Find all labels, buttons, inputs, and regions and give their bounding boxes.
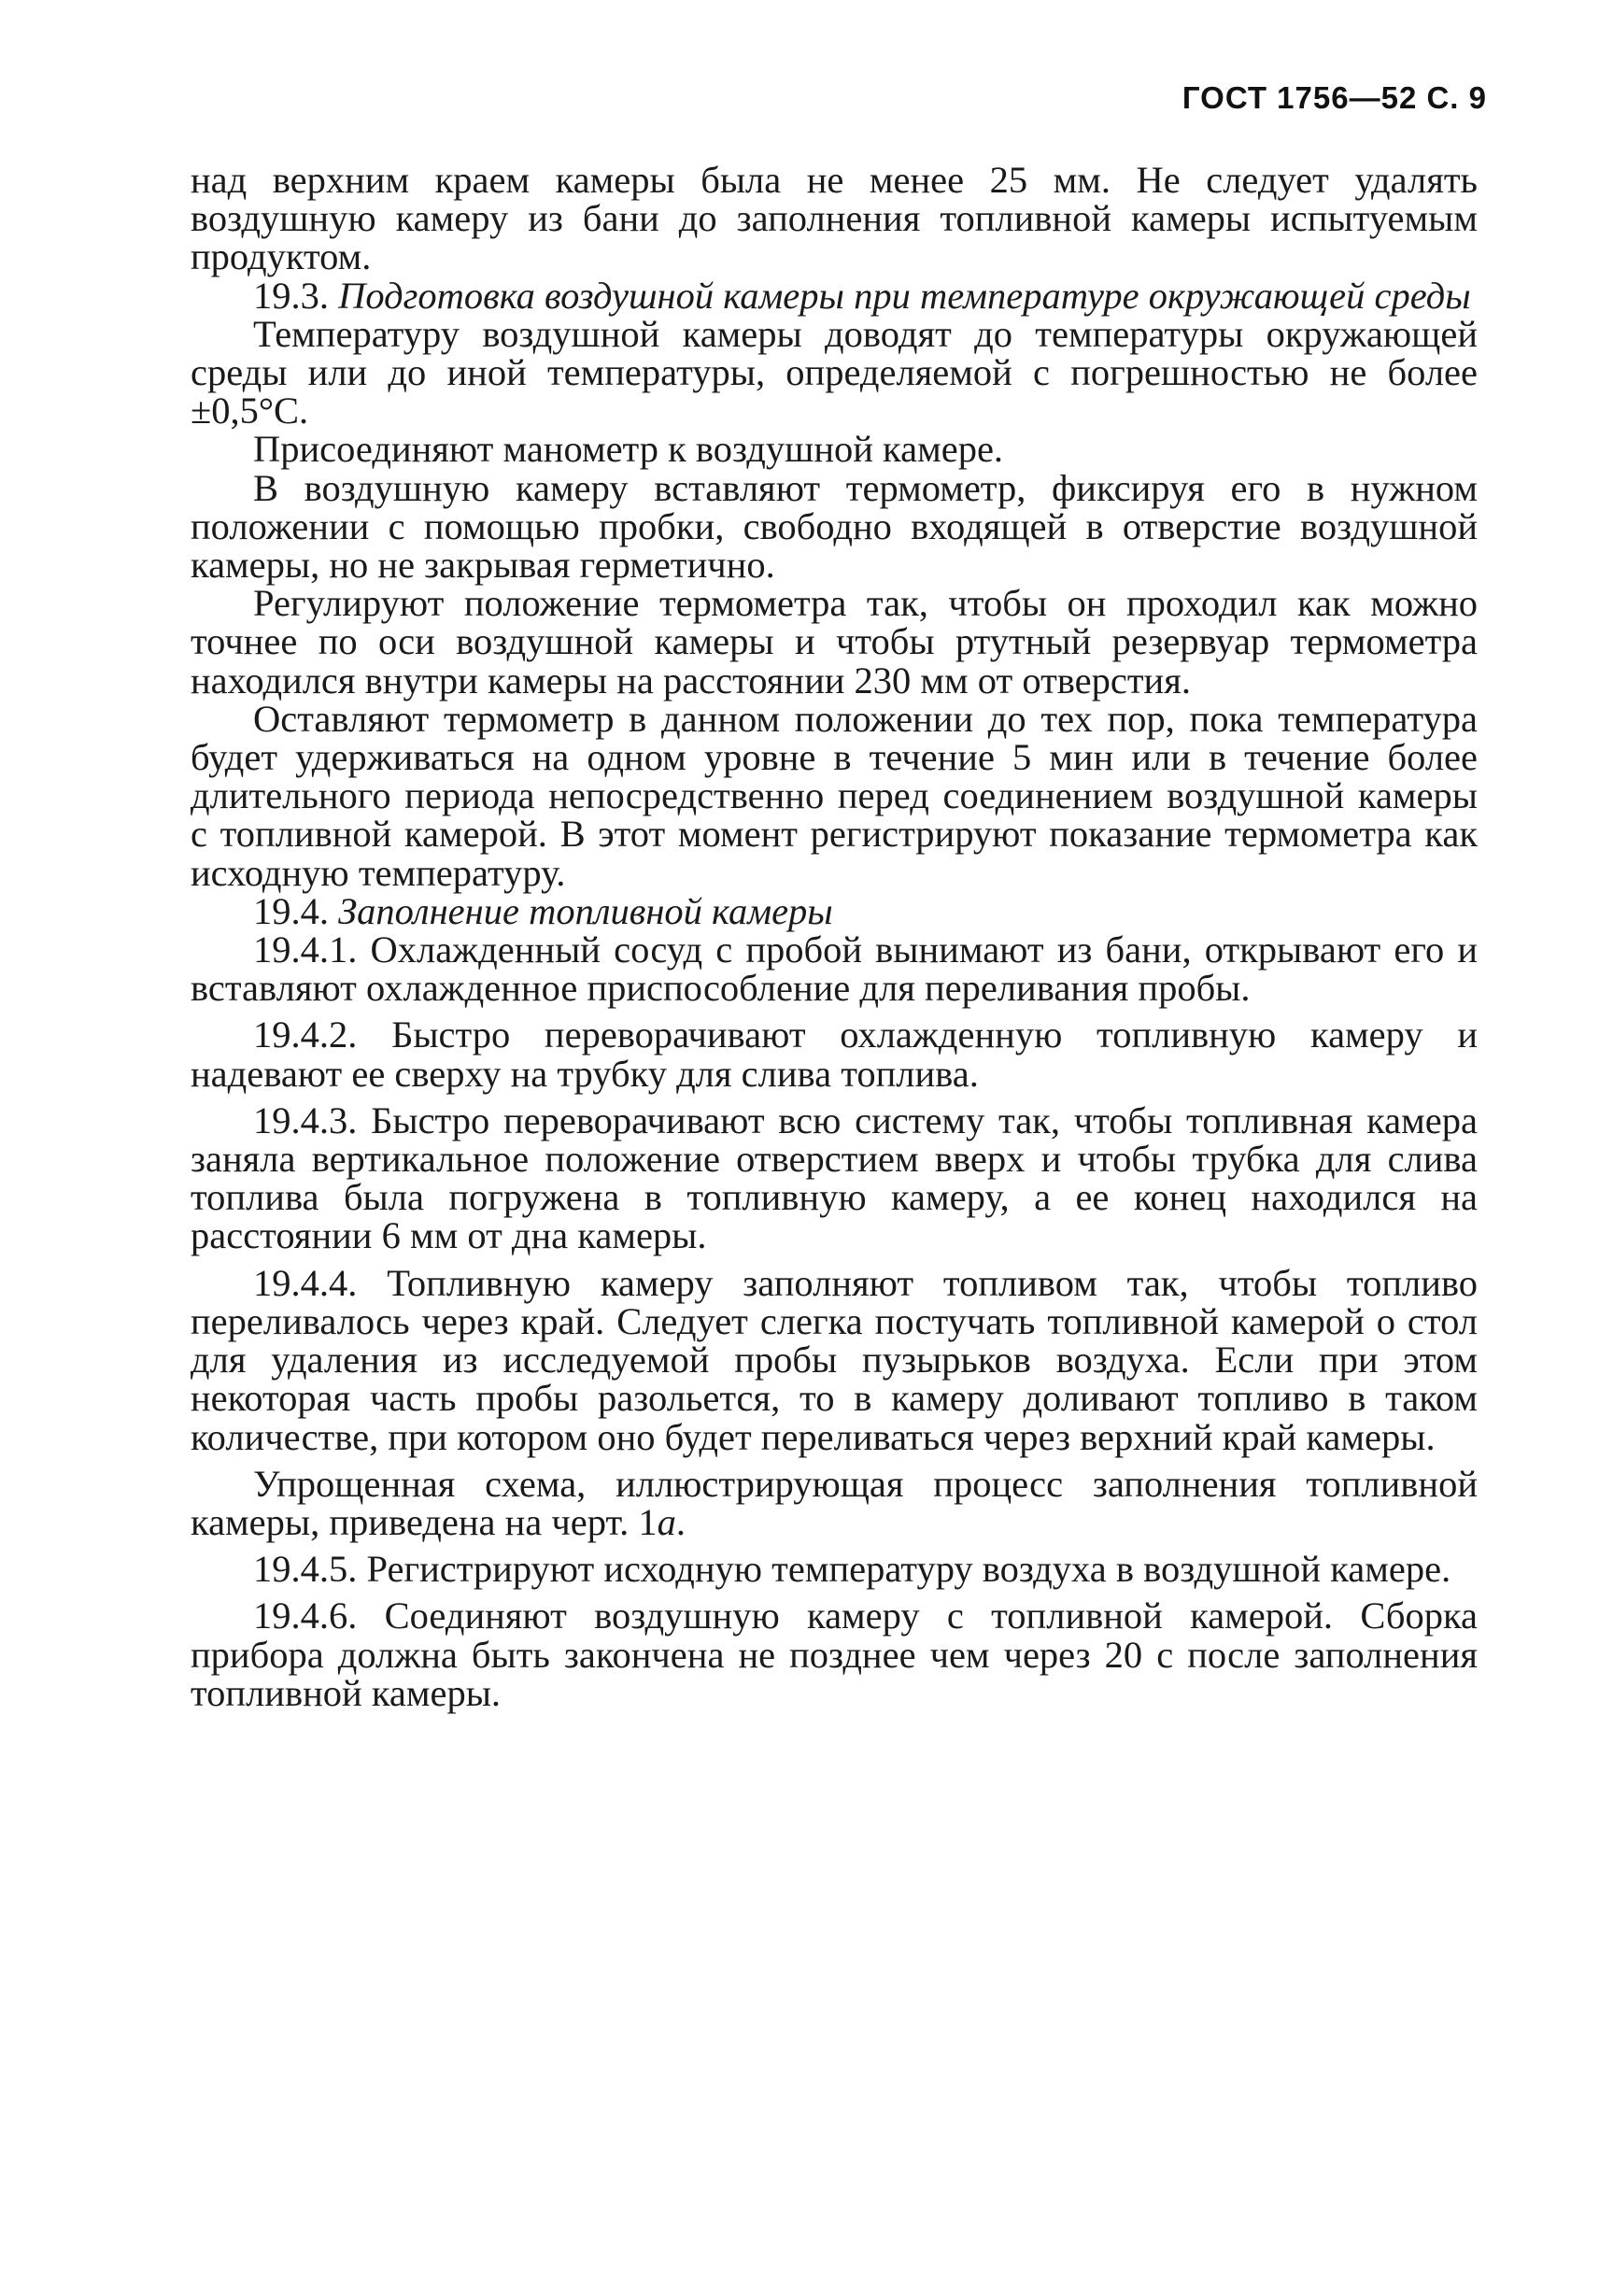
- section-title: Подготовка воздушной камеры при температуре окружающей среды: [338, 274, 1471, 317]
- paragraph: 19.4.5. Регистрируют исходную температуру воздуха в воздушной камере.: [253, 1548, 1451, 1591]
- figure-reference: а: [657, 1500, 676, 1543]
- page-header: ГОСТ 1756—52 С. 9: [1182, 80, 1487, 115]
- paragraph: Температуру воздушной камеры доводят до температуры окружающей среды или до иной температуры, определяемой с погрешностью не более ±0,5°С.: [191, 312, 1478, 432]
- paragraph: 19.4.4. Топливную камеру заполняют топливом так, чтобы топливо переливалось через край. Следует слегка постучать топливной камерой о стол для удаления из исследуемой пробы пузырьков воздуха. Если при этом некоторая часть пробы разольется, то в камеру доливают топливо в таком количестве, при котором оно будет переливаться через верхний край камеры.: [191, 1261, 1478, 1458]
- section-19-4-heading: [191, 889, 1478, 932]
- paragraph-continuation: над верхним краем камеры была не менее 25 мм. Не следует удалять воздушную камеру из бани до заполнения топливной камеры испытуемым продуктом.: [191, 159, 1478, 278]
- paragraph: 19.4.6. Соединяют воздушную камеру с топливной камерой. Сборка прибора должна быть закончена не позднее чем через 20 с после заполнения топливной камеры.: [191, 1594, 1478, 1714]
- document-body: [191, 161, 1478, 1712]
- paragraph-text: Упрощенная схема, иллюстрирующая процесс заполнения топливной камеры, приведена на черт. 1: [191, 1462, 1478, 1543]
- section-title: Заполнение топливной камеры: [338, 889, 833, 932]
- section-number: 19.3.: [253, 274, 329, 317]
- paragraph: [191, 1462, 1478, 1543]
- section-number: 19.4.: [253, 889, 329, 932]
- paragraph: Регулируют положение термометра так, чтобы он проходил как можно точнее по оси воздушной камеры и чтобы ртутный резервуар термометра находился внутри камеры на расстоянии 230 мм от отверстия.: [191, 582, 1478, 702]
- paragraph: 19.4.3. Быстро переворачивают всю систему так, чтобы топливная камера заняла вертикальное положение отверстием вверх и чтобы трубка для слива топлива была погружена в топливную камеру, а ее конец находился на расстоянии 6 мм от дна камеры.: [191, 1098, 1478, 1257]
- paragraph: 19.4.1. Охлажденный сосуд с пробой вынимают из бани, открывают его и вставляют охлажденное приспособление для переливания пробы.: [191, 928, 1478, 1010]
- paragraph: 19.4.2. Быстро переворачивают охлажденную топливную камеру и надевают ее сверху на трубку для слива топлива.: [191, 1013, 1478, 1095]
- paragraph: В воздушную камеру вставляют термометр, фиксируя его в нужном положении с помощью пробки, свободно входящей в отверстие воздушной камеры, но не закрывая герметично.: [191, 466, 1478, 587]
- paragraph: Присоединяют манометр к воздушной камере.: [253, 428, 1004, 471]
- paragraph: Оставляют термометр в данном положении до тех пор, пока температура будет удерживаться на одном уровне в течение 5 мин или в течение более длительного периода непосредственно перед соединением воздушной камеры с топливной камерой. В этот момент регистрируют показание термометра как исходную температуру.: [191, 697, 1478, 894]
- paragraph-end: .: [675, 1500, 686, 1543]
- section-19-3-heading: [191, 276, 1478, 315]
